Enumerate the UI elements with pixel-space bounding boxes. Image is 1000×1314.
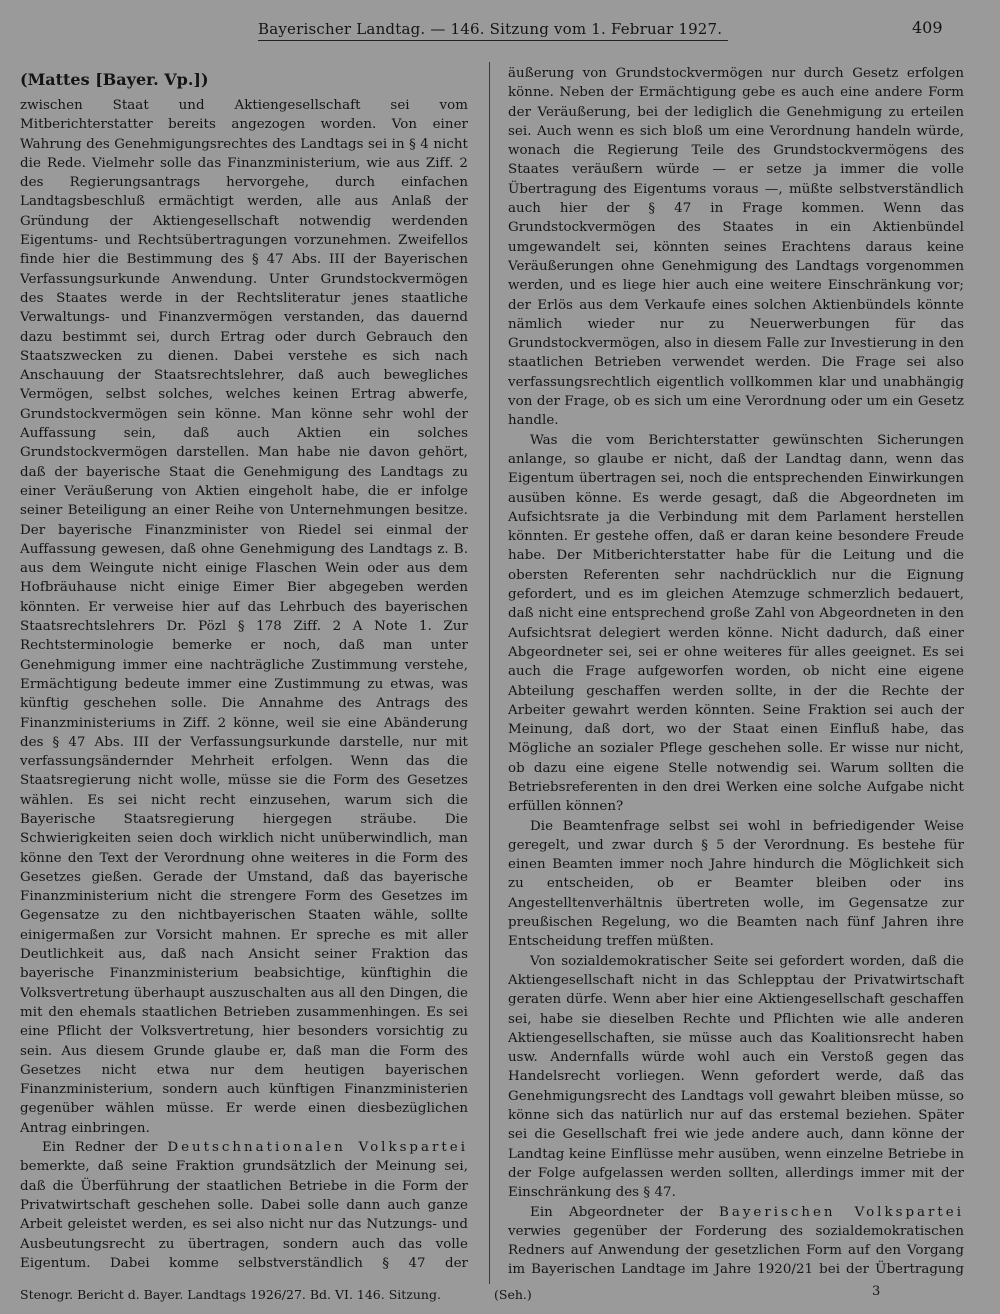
right-paragraph-5 [508, 1203, 964, 1276]
speaker-label: (Mattes [Bayer. Vp.]) [20, 70, 209, 89]
signature-mark: 3 [872, 1284, 881, 1299]
right-paragraph-5-start: Ein Abgeordneter der [530, 1204, 720, 1220]
footer-note: (Seh.) [494, 1287, 532, 1302]
party-name-bvp: Bayerischen Volkspartei [719, 1204, 964, 1220]
left-paragraph-2-start: Ein Redner der [42, 1140, 168, 1156]
right-column [508, 64, 964, 1276]
right-paragraph-3: Die Beamtenfrage selbst sei wohl in befriedigender Weise geregelt, und zwar durch § 5 der Verordnung. Es bestehe für einen Beamten immer noch Jahre hindurch die Möglichkeit sich zu entscheiden, ob er Beamter bleiben oder ins Angestelltenverhältnis übertreten wolle, im Gegensatze zur preußischen Regelung, wo die Beamten nach fünf Jahren ihre Entscheidung treffen müßten. [508, 818, 964, 950]
left-column [20, 96, 468, 1276]
right-paragraph-2: Was die vom Berichterstatter gewünschten Sicherungen anlange, so glaube er nicht, daß der Landtag dann, wenn das Eigentum übertragen sei, noch die entsprechenden Einwirkungen ausüben könne. Es werde gesagt, daß die Abgeordneten im Aufsichtsrate ja die Verbindung mit dem Parlament herstellen könnten. Er gestehe offen, daß er daran keine besondere Freude habe. Der Mitberichterstatter habe für die Leitung und die obersten Referenten sehr nachdrücklich nur die Eignung gefordert, und es im gleichen Atemzuge schmerzlich bedauert, daß nicht eine entsprechend große Zahl von Abgeordneten in den Aufsichtsrat delegiert werden könne. Nicht dadurch, daß einer Abgeordneter sei, sei er ohne weiteres für alles geeignet. Es sei auch die Frage aufgeworfen worden, ob nicht eine eigene Abteilung geschaffen werden sollte, in der die Rechte der Arbeiter gewahrt werden könnten. Seine Fraktion sei auch der Meinung, daß dort, wo der Staat einen Einfluß habe, das Mögliche an sozialer Pflege geschehen solle. Er wisse nur nicht, ob dazu eine eigene Stelle notwendig sei. Warum sollten die Betriebsreferenten in den drei Werken eine solche Aufgabe nicht erfüllen können? [508, 432, 964, 815]
left-paragraph-2-rest: bemerkte, daß seine Fraktion grundsätzlich der Meinung sei, daß die Überführung der staatlichen Betriebe in die Form der Privatwirtschaft geschehen solle. Dabei solle dann auch ganze Arbeit geleistet werden, es sei also nicht nur das Nutzungs- und Ausbeutungsrecht zu übertragen, sondern auch das volle Eigentum. Dabei komme selbstverständlich § 47 der [20, 1159, 468, 1271]
column-divider [489, 62, 490, 1284]
left-paragraph-1: zwischen Staat und Aktiengesellschaft sei vom Mitberichterstatter bereits angezogen worden. Von einer Wahrung des Genehmigungsrechtes des Landtags sei in § 4 nicht die Rede. Vielmehr solle das Finanzministerium, wie aus Ziff. 2 des Regierungsantrags hervorgehe, durch einfachen Landtagsbeschluß ermächtigt werden, alle aus Anlaß der Gründung der Aktiengesellschaft notwendig werdenden Eigentums- und Rechtsübertragungen vorzunehmen. Zweifellos finde hier die Bestimmung des § 47 Abs. III der Bayerischen Verfassungsurkunde Anwendung. Unter Grundstockvermögen des Staates werde in der Rechtsliteratur jenes staatliche Verwaltungs- und Finanzvermögen verstanden, das dauernd dazu bestimmt sei, durch Ertrag oder durch Gebrauch den Staatszwecken zu dienen. Dabei verstehe es sich nach Anschauung der Staatsrechtslehrer, daß auch bewegliches Vermögen, selbst solches, welches keinen Ertrag abwerfe, Grundstockvermögen sein könne. Man könne sehr wohl der Auffassung sein, daß auch Aktien ein solches Grundstockvermögen darstellen. Man habe nie davon gehört, daß der bayerische Staat die Genehmigung des Landtags zu einer Veräußerung von Aktien eingeholt habe, die er infolge seiner Beteiligung an einer Reihe von Unternehmungen besitze. Der bayerische Finanzminister von Riedel sei einmal der Auffassung gewesen, daß ohne Genehmigung des Landtags z. B. aus dem Weingute nicht einige Flaschen Wein oder aus dem Hofbräuhause nicht einige Eimer Bier abgegeben werden könnten. Er verweise hier auf das Lehrbuch des bayerischen Staatsrechtslehrers Dr. Pözl § 178 Ziff. 2 A Note 1. Zur Rechtsterminologie bemerke er noch, daß man unter Genehmigung immer eine nachträgliche Zustimmung verstehe, Ermächtigung bedeute immer eine Zustimmung zu etwas, was künftig geschehen solle. Die Annahme des Antrags des Finanzministeriums in Ziff. 2 könne, weil sie eine Abänderung des § 47 Abs. III der Verfassungsurkunde darstelle, nur mit verfassungsändernder Mehrheit erfolgen. Wenn das die Staatsregierung nicht wolle, müsse sie die Form des Gesetzes wählen. Es sei nicht recht einzusehen, warum sich die Bayerische Staatsregierung hiergegen sträube. Die Schwierigkeiten seien doch wirklich nicht unüberwindlich, man könne den Text der Verordnung ohne weiteres in die Form des Gesetzes gießen. Gerade der Umstand, daß das bayerische Finanzministerium nicht die strengere Form des Gesetzes im Gegensatze zu den nichtbayerischen Staaten wähle, sollte einigermaßen zur Vorsicht mahnen. Er spreche es mit aller Deutlichkeit aus, daß nach Ansicht seiner Fraktion das bayerische Finanzministerium beabsichtige, künftighin die Volksvertretung überhaupt auszuschalten aus all den Dingen, die mit den ehemals staatlichen Betrieben zusammenhingen. Es sei eine Pflicht der Volksvertretung, hier besonders vorsichtig zu sein. Aus diesem Grunde glaube er, daß man die Form des Gesetzes nicht etwa nur dem heutigen bayerischen Finanzministerium, sondern auch künftigen Finanzministerien gegenüber wählen müsse. Er werde einen diesbezüglichen Antrag einbringen. [20, 98, 468, 1136]
running-header: Bayerischer Landtag. — 146. Sitzung vom 1. Februar 1927. [258, 20, 728, 41]
right-paragraph-4: Von sozialdemokratischer Seite sei gefordert worden, daß die Aktiengesellschaft nicht in das Schlepptau der Privatwirtschaft geraten dürfe. Wenn aber hier eine Aktiengesellschaft geschaffen sei, habe sie dieselben Rechte und Pflichten wie alle anderen Aktiengesellschaften, sie müsse auch das Koalitionsrecht haben usw. Andernfalls würde wohl auch ein Verstoß gegen das Handelsrecht vorliegen. Wenn gefordert werde, daß das Genehmigungsrecht des Landtags voll gewahrt bleiben müsse, so könne sich das natürlich nur auf das erstemal beziehen. Später sei die Gesellschaft frei wie jede andere auch, dann könne der Landtag keine Einflüsse mehr ausüben, wenn einzelne Betriebe in der Folge aufgelassen werden sollten, allerdings immer mit der Einschränkung des § 47. [508, 953, 964, 1201]
left-paragraph-2 [20, 1138, 468, 1276]
footer-source: Stenogr. Bericht d. Bayer. Landtags 1926/27. Bd. VI. 146. Sitzung. [20, 1287, 441, 1302]
right-paragraph-1: äußerung von Grundstockvermögen nur durch Gesetz erfolgen könne. Neben der Ermächtigung gebe es auch eine andere Form der Veräußerung, bei der lediglich die Genehmigung zu erteilen sei. Auch wenn es sich bloß um eine Verordnung handeln würde, wonach die Regierung Teile des Grundstockvermögens des Staates veräußern würde — er setze ja immer die volle Übertragung des Eigentums voraus —, müßte selbstverständlich auch hier der § 47 in Frage kommen. Wenn das Grundstockvermögen des Staates in ein Aktienbündel umgewandelt sei, könnten seines Erachtens daraus keine Veräußerungen ohne Genehmigung des Landtags vorgenommen werden, und es liege hier auch eine weitere Einschränkung vor; der Erlös aus dem Verkaufe eines solchen Aktienbündels könnte nämlich wieder nur zu Neuerwerbungen für das Grundstockvermögen, also in diesem Falle zur Investierung in den staatlichen Betrieben verwendet werden. Die Frage sei also verfassungsrechtlich eigentlich vollkommen klar und unabhängig von der Frage, ob es sich um eine Verordnung oder um ein Gesetz handle. [508, 66, 964, 429]
party-name-dnvp: Deutschnationalen Volkspartei [167, 1140, 468, 1156]
page-number: 409 [912, 18, 943, 37]
right-paragraph-5-rest: verwies gegenüber der Forderung des sozialdemokratischen Redners auf Anwendung der gesetzlichen Form auf den Vorgang im Bayerischen Landtage im Jahre 1920/21 bei der Übertragung [508, 1223, 964, 1276]
